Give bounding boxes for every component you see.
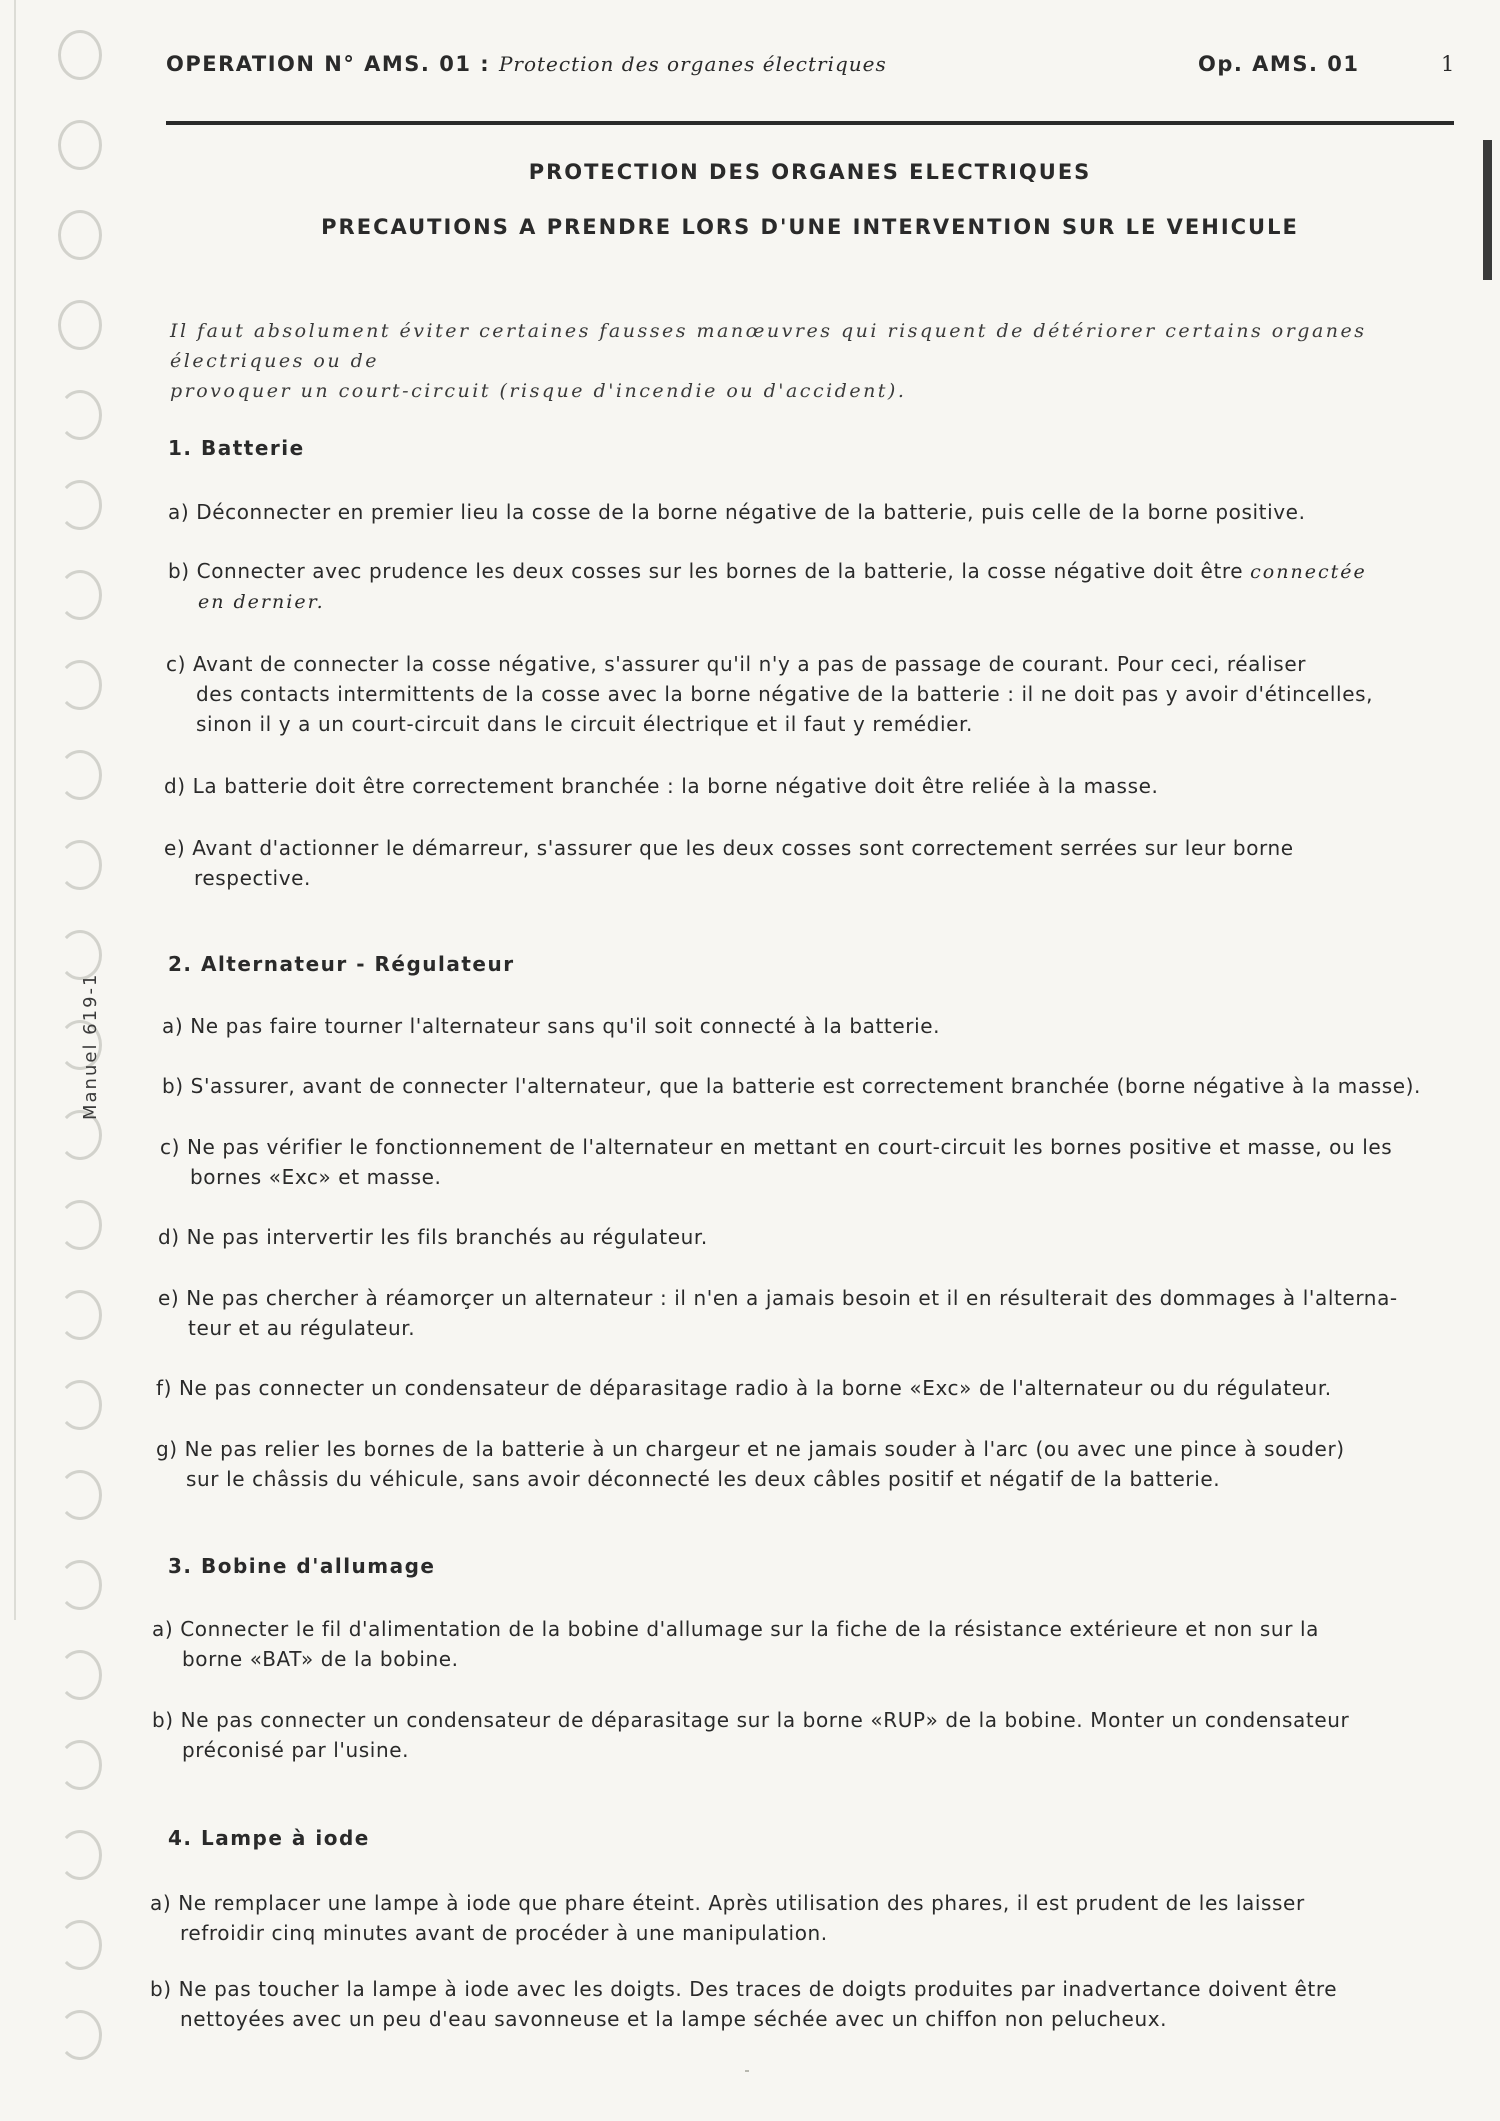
- list-item: [164, 771, 1474, 801]
- list-item: [168, 497, 1478, 527]
- binder-hole-icon: [58, 1290, 102, 1340]
- section-heading: 4. Lampe à iode: [168, 1826, 370, 1850]
- binder-hole-icon: [58, 1740, 102, 1790]
- item-line: d) La batterie doit être correctement branchée : la borne négative doit être reliée à la masse.: [164, 774, 1159, 798]
- item-line: b) Ne pas connecter un condensateur de déparasitage sur la borne «RUP» de la bobine. Monter un condensateur: [152, 1708, 1350, 1732]
- list-item: [158, 1222, 1468, 1252]
- list-item: [164, 833, 1474, 893]
- item-line: g) Ne pas relier les bornes de la batterie à un chargeur et ne jamais souder à l'arc (ou avec une pince à souder): [156, 1437, 1345, 1461]
- binder-hole-icon: [58, 1920, 102, 1970]
- item-line: c) Avant de connecter la cosse négative, s'assurer qu'il n'y a pas de passage de courant. Pour ceci, réaliser: [166, 652, 1307, 676]
- operation-title: [166, 52, 887, 76]
- item-line: b) Ne pas toucher la lampe à iode avec les doigts. Des traces de doigts produites par inadvertance doivent être: [150, 1977, 1338, 2001]
- binder-hole-icon: [58, 210, 102, 260]
- binder-hole-icon: [58, 750, 102, 800]
- binder-hole-icon: [58, 570, 102, 620]
- item-line: des contacts intermittents de la cosse avec la borne négative de la batterie : il ne doit pas y avoir d'étincelles,: [196, 682, 1374, 706]
- item-line: a) Ne remplacer une lampe à iode que phare éteint. Après utilisation des phares, il est prudent de les laisser: [150, 1891, 1305, 1915]
- margin-line: [14, 0, 16, 1620]
- item-line: sinon il y a un court-circuit dans le circuit électrique et il faut y remédier.: [196, 712, 973, 736]
- item-line: sur le châssis du véhicule, sans avoir déconnecté les deux câbles positif et négatif de la batterie.: [186, 1467, 1221, 1491]
- binder-hole-icon: [58, 30, 102, 80]
- section-heading: 1. Batterie: [168, 436, 305, 460]
- list-item: [152, 1614, 1462, 1674]
- binder-hole-icon: [58, 1650, 102, 1700]
- list-item: [162, 1071, 1482, 1101]
- list-item: [160, 1132, 1470, 1192]
- list-item: [152, 1705, 1462, 1765]
- binder-hole-icon: [58, 300, 102, 350]
- item-line: en dernier.: [198, 591, 325, 613]
- list-item: [158, 1283, 1468, 1343]
- item-line: a) Déconnecter en premier lieu la cosse de la borne négative de la batterie, puis celle de la borne positive.: [168, 500, 1306, 524]
- item-line: refroidir cinq minutes avant de procéder à une manipulation.: [180, 1921, 828, 1945]
- list-item: [168, 556, 1478, 617]
- scan-speck: [745, 2070, 749, 2072]
- list-item: [156, 1434, 1466, 1494]
- section-heading: 3. Bobine d'allumage: [168, 1554, 436, 1578]
- item-line: c) Ne pas vérifier le fonctionnement de l'alternateur en mettant en court-circuit les bornes positive et masse, ou les: [160, 1135, 1393, 1159]
- section-heading: 2. Alternateur - Régulateur: [168, 952, 515, 976]
- item-line: préconisé par l'usine.: [182, 1738, 410, 1762]
- page-header: [166, 52, 1456, 92]
- intro-line: Il faut absolument éviter certaines fausses manœuvres qui risquent de détériorer certains organes électriques ou de: [170, 320, 1367, 372]
- list-item: [150, 1888, 1460, 1948]
- list-item: [156, 1373, 1466, 1403]
- item-line: d) Ne pas intervertir les fils branchés au régulateur.: [158, 1225, 708, 1249]
- intro-paragraph: [170, 316, 1460, 406]
- binder-hole-icon: [58, 1200, 102, 1250]
- binder-hole-icon: [58, 120, 102, 170]
- binder-hole-icon: [58, 660, 102, 710]
- item-line: b) Connecter avec prudence les deux cosses sur les bornes de la batterie, la cosse négative doit être: [168, 559, 1244, 583]
- operation-subtitle: Protection des organes électriques: [498, 52, 887, 76]
- binder-hole-icon: [58, 840, 102, 890]
- list-item: [150, 1974, 1460, 2034]
- item-line: nettoyées avec un peu d'eau savonneuse et la lampe séchée avec un chiffon non pelucheux.: [180, 2007, 1168, 2031]
- intro-line: provoquer un court-circuit (risque d'incendie ou d'accident).: [170, 380, 907, 402]
- item-line: f) Ne pas connecter un condensateur de déparasitage radio à la borne «Exc» de l'alternateur ou du régulateur.: [156, 1376, 1332, 1400]
- binder-hole-icon: [58, 1560, 102, 1610]
- binder-hole-icon: [58, 390, 102, 440]
- item-line: teur et au régulateur.: [188, 1316, 416, 1340]
- operation-ref: Op. AMS. 01: [1198, 52, 1360, 76]
- item-line: e) Ne pas chercher à réamorçer un alternateur : il n'en a jamais besoin et il en résulterait des dommages à l'alterna-: [158, 1286, 1398, 1310]
- page-number: 1: [1441, 52, 1456, 76]
- sub-title: PRECAUTIONS A PRENDRE LORS D'UNE INTERVENTION SUR LE VEHICULE: [321, 215, 1299, 239]
- binder-hole-icon: [58, 1380, 102, 1430]
- list-item: [166, 649, 1476, 739]
- binder-hole-icon: [58, 480, 102, 530]
- item-line: a) Ne pas faire tourner l'alternateur sans qu'il soit connecté à la batterie.: [162, 1014, 941, 1038]
- item-line: respective.: [194, 866, 312, 890]
- item-line: a) Connecter le fil d'alimentation de la bobine d'allumage sur la fiche de la résistance extérieure et non sur la: [152, 1617, 1319, 1641]
- item-line: borne «BAT» de la bobine.: [182, 1647, 459, 1671]
- item-line: e) Avant d'actionner le démarreur, s'assurer que les deux cosses sont correctement serrées sur leur borne: [164, 836, 1294, 860]
- main-title: PROTECTION DES ORGANES ELECTRIQUES: [528, 160, 1092, 184]
- binder-hole-icon: [58, 2010, 102, 2060]
- manual-reference: Manuel 619-1: [80, 972, 101, 1120]
- edge-tab-mark: [1483, 140, 1492, 280]
- list-item: [162, 1011, 1472, 1041]
- binder-hole-icon: [58, 1830, 102, 1880]
- item-line: b) S'assurer, avant de connecter l'alternateur, que la batterie est correctement branchée (borne négative à la masse).: [162, 1074, 1422, 1098]
- header-rule: [166, 121, 1454, 125]
- binder-hole-icon: [58, 1470, 102, 1520]
- item-emphasis: connectée: [1250, 561, 1367, 583]
- operation-label: OPERATION N° AMS. 01 :: [166, 52, 491, 76]
- item-line: bornes «Exc» et masse.: [190, 1165, 442, 1189]
